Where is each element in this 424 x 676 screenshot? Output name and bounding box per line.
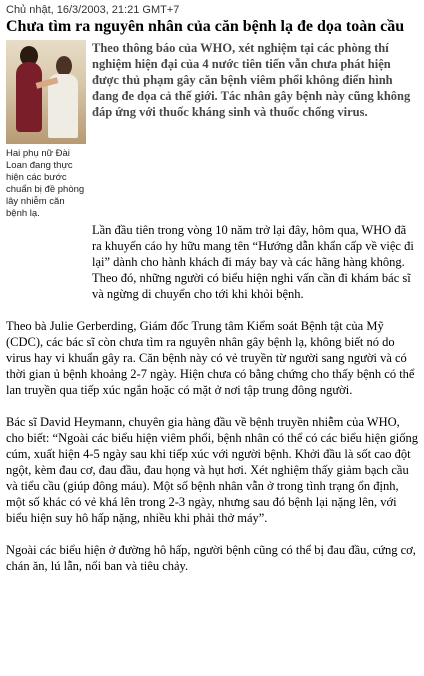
article-photo bbox=[6, 40, 86, 144]
photo-caption: Hai phụ nữ Đài Loan đang thực hiện các bước chuẩn bị đề phòng lây nhiễm căn bệnh lạ. bbox=[6, 148, 85, 219]
person-head-right bbox=[56, 56, 72, 76]
body-paragraph-4: Ngoài các biểu hiện ở đường hô hấp, người bệnh cũng có thể bị đau đầu, cứng cơ, chán ăn, lú lẫn, nổi ban và tiêu chảy. bbox=[6, 543, 416, 573]
person-left bbox=[16, 62, 42, 132]
photo-column bbox=[6, 40, 86, 220]
article-lead: Theo thông báo của WHO, xét nghiệm tại các phòng thí nghiệm hiện đại của 4 nước tiên tiến vẫn chưa phát hiện được thủ phạm gây căn bệnh viêm phổi không điển hình đang đe dọa cả thế giới. Tác nhân gây bệnh này cũng không đáp ứng với thuốc kháng sinh và thuốc chống virus. bbox=[92, 41, 411, 119]
body-paragraph-3: Bác sĩ David Heymann, chuyên gia hàng đầu về bệnh truyền nhiễm của WHO, cho biết: “Ngoài các biểu hiện viêm phổi, bệnh nhân có thể có các biểu hiện giống cúm, xuất hiện 4-5 ngày sau khi tiếp xúc với người bệnh. Khởi đầu là sốt cao đột ngột, kèm đau cơ, đau đầu, đau họng và hụt hơi. Xét nghiệm thấy giảm bạch cầu và tiểu cầu (giúp đông máu). Một số bệnh nhân vẫn ở trong tình trạng ổn định, một số khác có vẻ khá lên trong 2-3 ngày, nhưng sau đó bệnh lại nặng lên, với biểu hiện suy hô hấp nặng, nhiều khi phải thở máy”. bbox=[6, 415, 419, 525]
article-date: Chủ nhật, 16/3/2003, 21:21 GMT+7 bbox=[6, 4, 180, 16]
body-paragraph-2: Theo bà Julie Gerberding, Giám đốc Trung tâm Kiểm soát Bệnh tật của Mỹ (CDC), các bác sĩ còn chưa tìm ra nguyên nhân gây bệnh lạ, không biết nó do virus hay vi khuẩn gây ra. Căn bệnh này có vẻ truyền từ người sang người và có thời gian ủ bệnh khoảng 2-7 ngày. Hiện chưa có bằng chứng cho thấy bệnh có thể lan truyền qua tiếp xúc ngắn hoặc có mặt ở nơi tập trung đông người. bbox=[6, 319, 415, 397]
article-title: Chưa tìm ra nguyên nhân của căn bệnh lạ đe dọa toàn cầu bbox=[6, 18, 405, 35]
body-paragraph-1: Lần đầu tiên trong vòng 10 năm trở lại đây, hôm qua, WHO đã ra khuyến cáo hy hữu mang tên “Hướng dẫn khẩn cấp về việc đi lại” dành cho hành khách đi máy bay và các hãng hàng không. Theo đó, những người có biểu hiện nghi vấn cần đi khám bác sĩ và ngừng di chuyển cho tới khi khỏi bệnh. bbox=[92, 223, 414, 301]
article-intro bbox=[6, 40, 418, 220]
